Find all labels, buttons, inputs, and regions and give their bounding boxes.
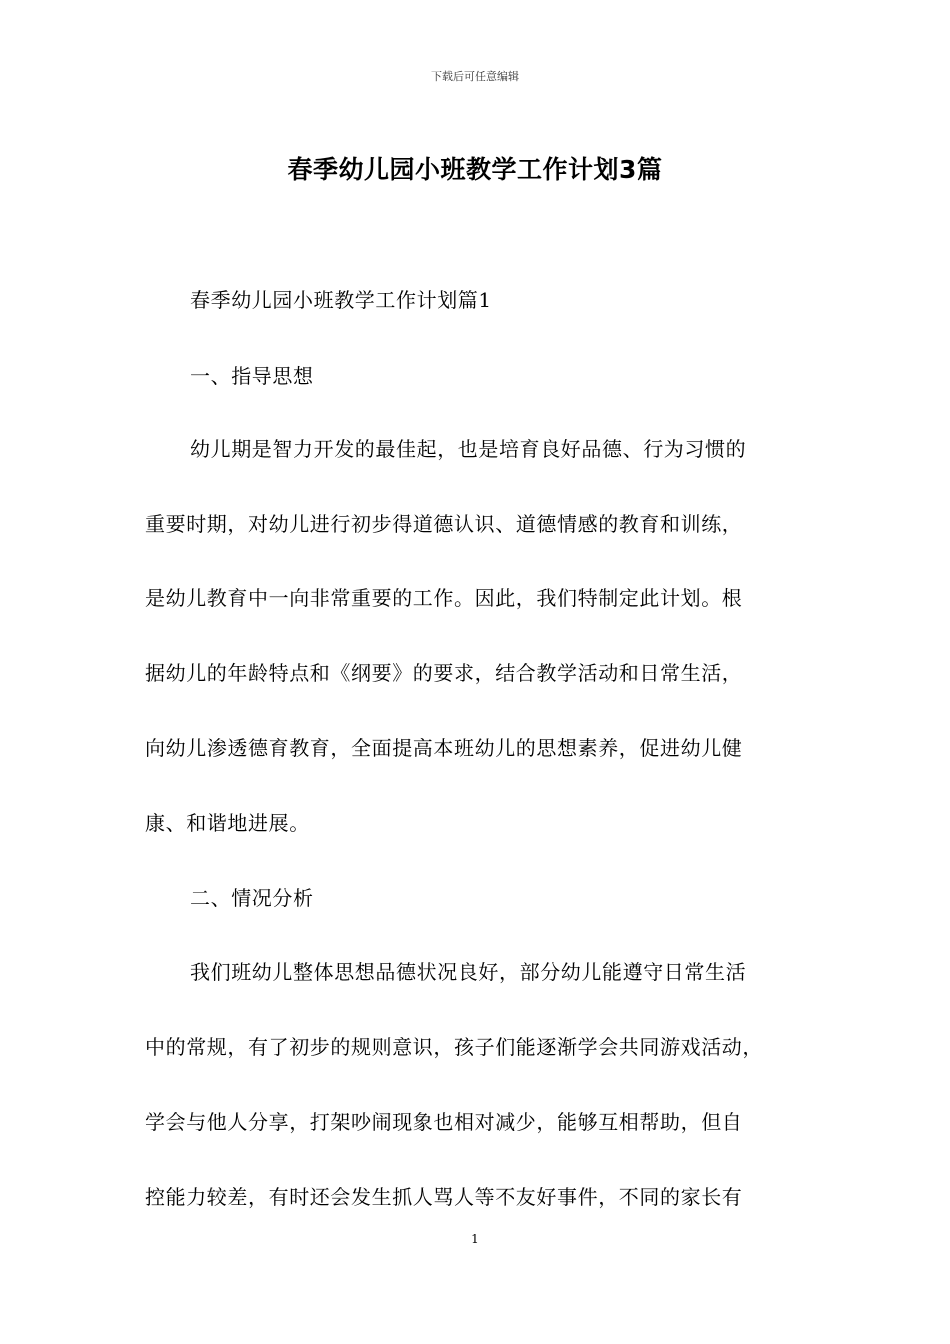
section-heading-part-1: 春季幼儿园小班教学工作计划篇1 xyxy=(190,288,492,312)
paragraph-line: 幼儿期是智力开发的最佳起，也是培育良好品德、行为习惯的 xyxy=(190,437,747,461)
header-note: 下载后可任意编辑 xyxy=(431,70,519,83)
paragraph-line: 控能力较差，有时还会发生抓人骂人等不友好事件，不同的家长有 xyxy=(145,1185,743,1209)
paragraph-line: 重要时期，对幼儿进行初步得道德认识、道德情感的教育和训练， xyxy=(145,512,743,536)
document-title: 春季幼儿园小班教学工作计划3篇 xyxy=(287,155,663,184)
paragraph-line: 我们班幼儿整体思想品德状况良好，部分幼儿能遵守日常生活 xyxy=(190,960,747,984)
page-number: 1 xyxy=(471,1232,479,1246)
paragraph-line: 康、和谐地进展。 xyxy=(145,811,310,835)
paragraph-line: 是幼儿教育中一向非常重要的工作。因此，我们特制定此计划。根 xyxy=(145,586,743,610)
section-heading-situation-analysis: 二、情况分析 xyxy=(190,886,314,910)
section-heading-guiding-ideology: 一、指导思想 xyxy=(190,364,314,388)
paragraph-line: 中的常规，有了初步的规则意识，孩子们能逐渐学会共同游戏活动， xyxy=(145,1035,763,1059)
paragraph-line: 向幼儿渗透德育教育，全面提高本班幼儿的思想素养，促进幼儿健 xyxy=(145,736,743,760)
paragraph-line: 学会与他人分享，打架吵闹现象也相对减少，能够互相帮助，但自 xyxy=(145,1110,743,1134)
paragraph-line: 据幼儿的年龄特点和《纲要》的要求，结合教学活动和日常生活， xyxy=(145,661,743,685)
